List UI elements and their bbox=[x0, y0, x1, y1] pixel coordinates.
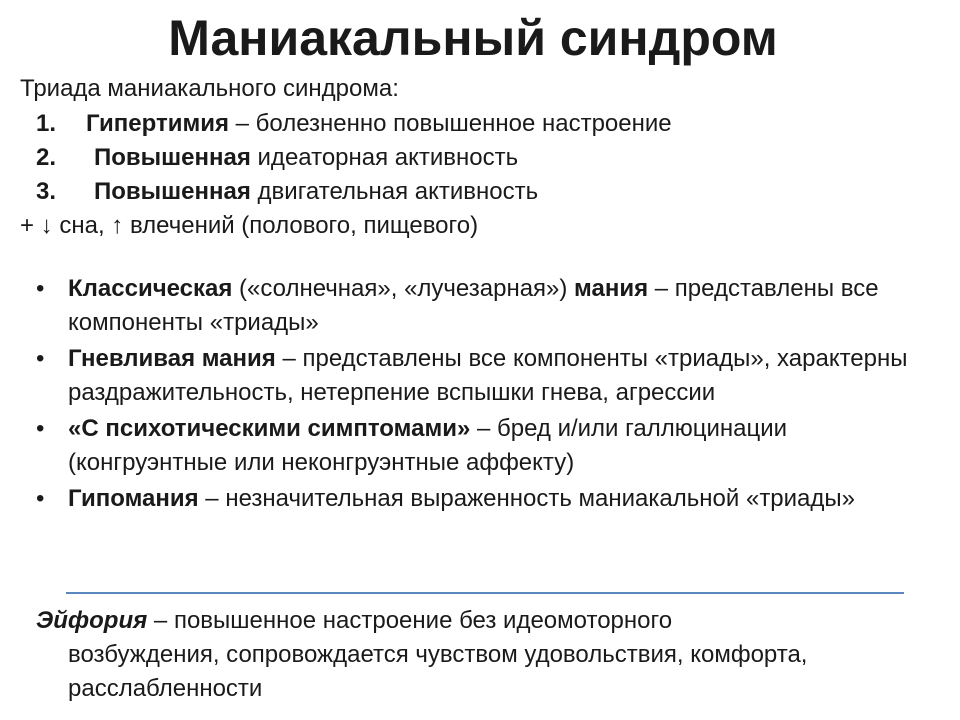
triad-item bbox=[20, 107, 672, 141]
triad-extra-note: + ↓ сна, ↑ влечений (полового, пищевого) bbox=[20, 212, 479, 239]
triad-text: – болезненно повышенное настроение bbox=[228, 110, 672, 137]
bullet-icon: • bbox=[36, 345, 45, 372]
triad-list bbox=[20, 107, 672, 209]
triad-text: двигательная активность bbox=[250, 178, 539, 205]
bullet-icon: • bbox=[36, 415, 45, 442]
triad-term: Повышенная bbox=[94, 178, 251, 205]
triad-intro: Триада маниакального синдрома: bbox=[20, 75, 399, 102]
list-item bbox=[36, 342, 936, 410]
item-text: – бред и/или галлюцинации (конгруэнтные или неконгруэнтные аффекту) bbox=[68, 415, 788, 476]
bullet-icon: • bbox=[36, 275, 45, 302]
item-term: Классическая bbox=[68, 275, 233, 302]
triad-item bbox=[20, 141, 672, 175]
euphoria-continuation: возбуждения, сопровождается чувством удовольствия, комфорта, расслабленности bbox=[68, 641, 808, 702]
mania-types-list bbox=[36, 272, 936, 518]
item-term: Гневливая мания bbox=[68, 345, 276, 372]
triad-number: 2. bbox=[36, 144, 57, 171]
item-term: Гипомания bbox=[68, 485, 199, 512]
item-text: («солнечная», «лучезарная») bbox=[232, 275, 575, 302]
euphoria-text: – повышенное настроение без идеомоторного bbox=[147, 607, 673, 634]
triad-item bbox=[20, 175, 672, 209]
item-text: – незначительная выраженность маниакальной «триады» bbox=[198, 485, 856, 512]
triad-term: Гипертимия bbox=[86, 110, 229, 137]
list-item bbox=[36, 412, 936, 480]
item-term: «С психотическими симптомами» bbox=[68, 415, 471, 442]
item-text: – представлены все компоненты «триады» bbox=[68, 275, 879, 336]
euphoria-definition bbox=[36, 604, 916, 706]
slide-title: Маниакальный синдром bbox=[168, 10, 778, 66]
triad-number: 3. bbox=[36, 178, 57, 205]
triad-number: 1. bbox=[36, 110, 57, 137]
euphoria-term: Эйфория bbox=[36, 607, 148, 634]
list-item bbox=[36, 482, 936, 516]
triad-text: идеаторная активность bbox=[250, 144, 519, 171]
item-text: – представлены все компоненты «триады», характерны раздражительность, нетерпение вспышки гнева, агрессии bbox=[68, 345, 908, 406]
bullet-icon: • bbox=[36, 485, 45, 512]
section-divider bbox=[66, 592, 904, 594]
list-item bbox=[36, 272, 936, 340]
item-term-2: мания bbox=[574, 275, 649, 302]
triad-term: Повышенная bbox=[94, 144, 251, 171]
